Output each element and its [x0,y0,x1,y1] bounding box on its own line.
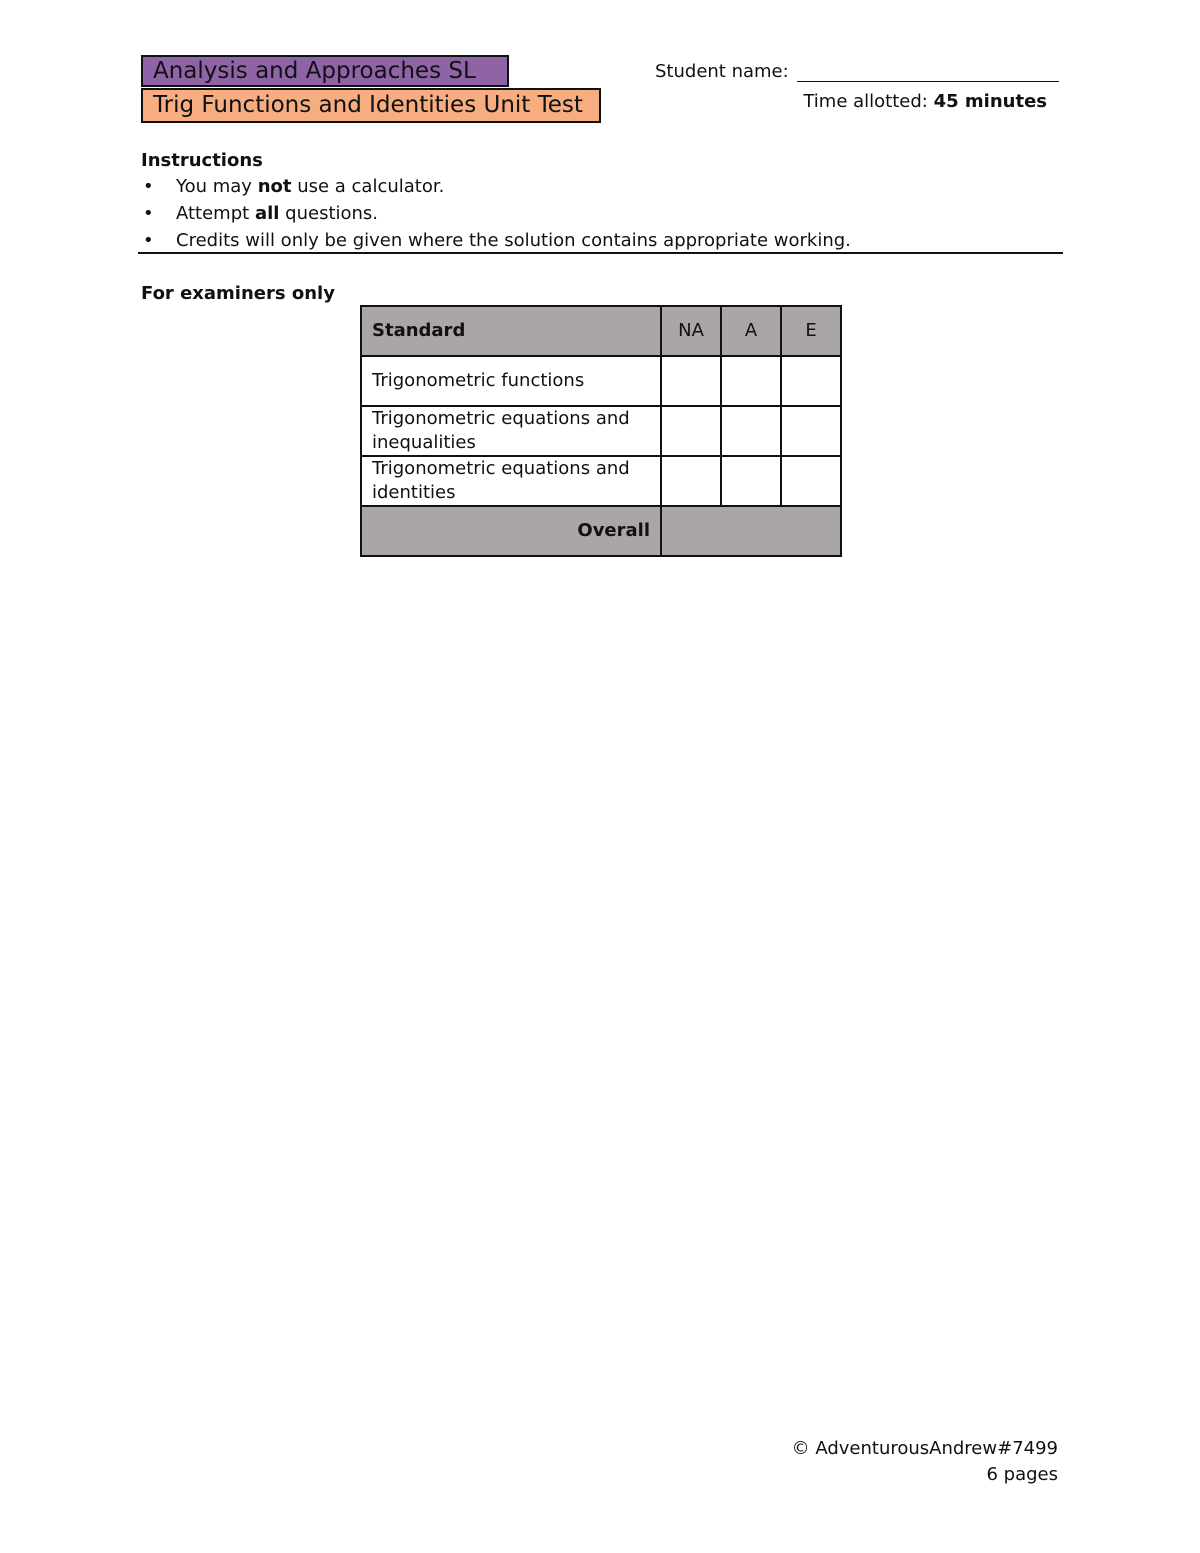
mark-cell-e[interactable] [781,356,841,406]
time-allotted-label: Time allotted: [803,91,928,112]
section-divider [138,252,1063,254]
instructions-list [141,174,1063,255]
instruction-item: • Attempt all questions. [143,203,379,224]
mark-cell-a[interactable] [721,356,781,406]
column-header-standard: Standard [361,306,661,356]
mark-cell-e[interactable] [781,406,841,456]
copyright-text: © AdventurousAndrew#7499 [791,1438,1058,1459]
standards-table [360,305,842,557]
unit-title-banner: Trig Functions and Identities Unit Test [141,88,601,123]
student-name-label: Student name: [655,61,789,82]
instructions-heading: Instructions [141,150,263,171]
table-header-row [361,306,841,356]
table-row [361,406,841,456]
time-allotted-value: 45 minutes [933,91,1047,112]
course-title-banner: Analysis and Approaches SL [141,55,509,87]
overall-cell[interactable] [661,506,841,556]
column-header-na: NA [661,306,721,356]
mark-cell-na[interactable] [661,356,721,406]
standard-name: Trigonometric functions [361,356,661,406]
examiners-heading: For examiners only [141,283,335,304]
mark-cell-a[interactable] [721,456,781,506]
standard-name: Trigonometric equations and inequalities [361,406,661,456]
column-header-e: E [781,306,841,356]
mark-cell-na[interactable] [661,406,721,456]
page-count: 6 pages [986,1464,1058,1485]
overall-label: Overall [361,506,661,556]
overall-row [361,506,841,556]
bullet-icon: • [143,176,154,197]
table-row [361,356,841,406]
bullet-icon: • [143,230,154,251]
bullet-icon: • [143,203,154,224]
time-allotted [803,91,1047,112]
footer [792,1436,1058,1488]
student-name-field [655,58,1059,82]
mark-cell-e[interactable] [781,456,841,506]
column-header-a: A [721,306,781,356]
table-row [361,456,841,506]
mark-cell-a[interactable] [721,406,781,456]
instruction-item: • Credits will only be given where the solution contains appropriate working. [143,230,851,251]
standard-name: Trigonometric equations and identities [361,456,661,506]
mark-cell-na[interactable] [661,456,721,506]
student-name-blank[interactable] [797,61,1059,82]
instruction-item: • You may not use a calculator. [143,176,445,197]
